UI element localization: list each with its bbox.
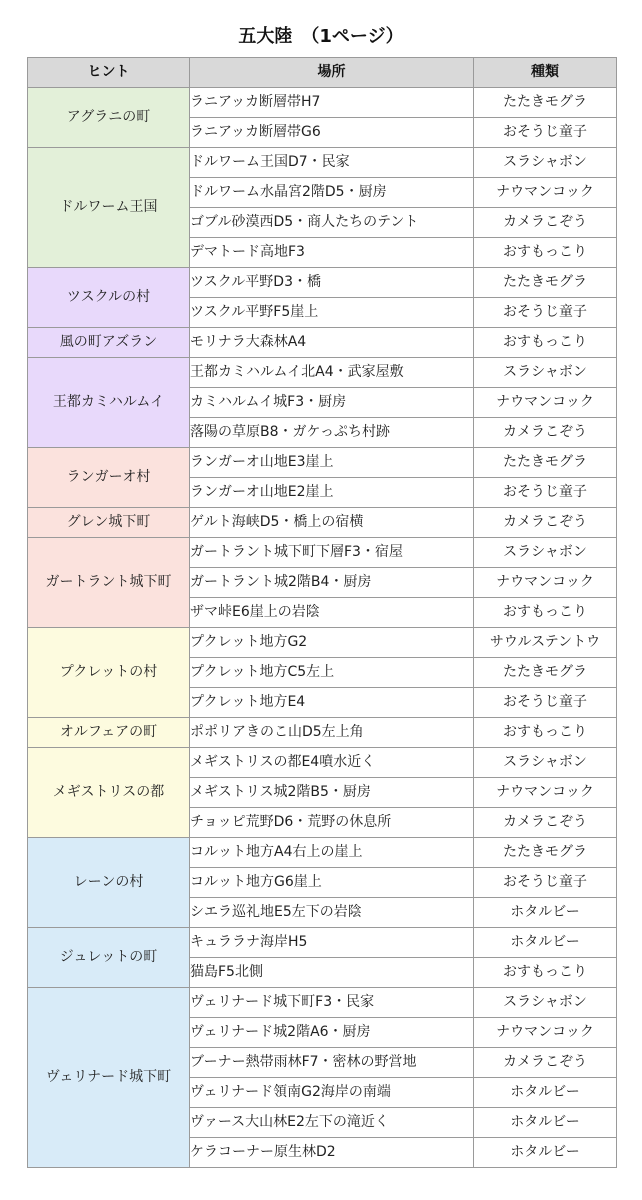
- kind-cell: おそうじ童子: [474, 298, 617, 328]
- kind-cell: おそうじ童子: [474, 118, 617, 148]
- table-row: [28, 448, 617, 478]
- table-row: [28, 988, 617, 1018]
- kind-cell: たたきモグラ: [474, 268, 617, 298]
- kind-cell: ナウマンコック: [474, 568, 617, 598]
- page-title: 五大陸 （1ページ）: [238, 26, 404, 47]
- hint-cell: ランガーオ村: [28, 448, 190, 508]
- kind-cell: カメラこぞう: [474, 208, 617, 238]
- place-cell: キュララナ海岸H5: [190, 928, 474, 958]
- place-cell: ツスクル平野D3・橋: [190, 268, 474, 298]
- table-row: [28, 928, 617, 958]
- place-cell: ポポリアきのこ山D5左上角: [190, 718, 474, 748]
- place-cell: シエラ巡礼地E5左下の岩陰: [190, 898, 474, 928]
- kind-cell: ナウマンコック: [474, 1018, 617, 1048]
- kind-cell: ホタルビー: [474, 928, 617, 958]
- place-cell: ゲルト海峡D5・橋上の宿横: [190, 508, 474, 538]
- location-table: [27, 57, 617, 1168]
- hint-cell: プクレットの村: [28, 628, 190, 718]
- place-cell: ドルワーム水晶宮2階D5・厨房: [190, 178, 474, 208]
- place-cell: 落陽の草原B8・ガケっぷち村跡: [190, 418, 474, 448]
- hint-cell: ヴェリナード城下町: [28, 988, 190, 1168]
- kind-cell: カメラこぞう: [474, 1048, 617, 1078]
- hint-cell: グレン城下町: [28, 508, 190, 538]
- kind-cell: カメラこぞう: [474, 508, 617, 538]
- place-cell: ヴェリナード城2階A6・厨房: [190, 1018, 474, 1048]
- table-body: [28, 88, 617, 1168]
- hint-cell: メギストリスの都: [28, 748, 190, 838]
- kind-cell: ナウマンコック: [474, 178, 617, 208]
- kind-cell: たたきモグラ: [474, 658, 617, 688]
- kind-cell: カメラこぞう: [474, 418, 617, 448]
- header-hint: ヒント: [28, 58, 190, 88]
- place-cell: 猫島F5北側: [190, 958, 474, 988]
- kind-cell: たたきモグラ: [474, 88, 617, 118]
- kind-cell: ホタルビー: [474, 898, 617, 928]
- kind-cell: おそうじ童子: [474, 868, 617, 898]
- place-cell: ザマ峠E6崖上の岩陰: [190, 598, 474, 628]
- place-cell: コルット地方A4右上の崖上: [190, 838, 474, 868]
- kind-cell: スラシャボン: [474, 358, 617, 388]
- hint-cell: オルフェアの町: [28, 718, 190, 748]
- kind-cell: ホタルビー: [474, 1108, 617, 1138]
- hint-cell: 王都カミハルムイ: [28, 358, 190, 448]
- table-row: [28, 748, 617, 778]
- kind-cell: ナウマンコック: [474, 778, 617, 808]
- kind-cell: おすもっこり: [474, 598, 617, 628]
- place-cell: ドルワーム王国D7・民家: [190, 148, 474, 178]
- place-cell: ラニアッカ断層帯H7: [190, 88, 474, 118]
- table-row: [28, 508, 617, 538]
- kind-cell: ナウマンコック: [474, 388, 617, 418]
- place-cell: プクレット地方C5左上: [190, 658, 474, 688]
- place-cell: メギストリスの都E4噴水近く: [190, 748, 474, 778]
- place-cell: モリナラ大森林A4: [190, 328, 474, 358]
- header-place: 場所: [190, 58, 474, 88]
- kind-cell: スラシャボン: [474, 538, 617, 568]
- table-row: [28, 148, 617, 178]
- place-cell: 王都カミハルムイ北A4・武家屋敷: [190, 358, 474, 388]
- kind-cell: おすもっこり: [474, 718, 617, 748]
- place-cell: ガートラント城下町下層F3・宿屋: [190, 538, 474, 568]
- kind-cell: おすもっこり: [474, 328, 617, 358]
- place-cell: コルット地方G6崖上: [190, 868, 474, 898]
- place-cell: ランガーオ山地E3崖上: [190, 448, 474, 478]
- table-row: [28, 538, 617, 568]
- table-row: [28, 88, 617, 118]
- place-cell: プクレット地方E4: [190, 688, 474, 718]
- table-row: [28, 268, 617, 298]
- place-cell: メギストリス城2階B5・厨房: [190, 778, 474, 808]
- kind-cell: カメラこぞう: [474, 808, 617, 838]
- table-row: [28, 718, 617, 748]
- kind-cell: たたきモグラ: [474, 448, 617, 478]
- header-row: [28, 58, 617, 88]
- place-cell: ゴブル砂漠西D5・商人たちのテント: [190, 208, 474, 238]
- hint-cell: ガートラント城下町: [28, 538, 190, 628]
- hint-cell: アグラニの町: [28, 88, 190, 148]
- hint-cell: ジュレットの町: [28, 928, 190, 988]
- place-cell: ヴェリナード城下町F3・民家: [190, 988, 474, 1018]
- kind-cell: おそうじ童子: [474, 478, 617, 508]
- kind-cell: おすもっこり: [474, 238, 617, 268]
- hint-cell: レーンの村: [28, 838, 190, 928]
- place-cell: ブーナー熱帯雨林F7・密林の野営地: [190, 1048, 474, 1078]
- table-row: [28, 838, 617, 868]
- kind-cell: ホタルビー: [474, 1078, 617, 1108]
- kind-cell: おすもっこり: [474, 958, 617, 988]
- hint-cell: ツスクルの村: [28, 268, 190, 328]
- place-cell: ヴァース大山林E2左下の滝近く: [190, 1108, 474, 1138]
- table-row: [28, 628, 617, 658]
- place-cell: デマトード高地F3: [190, 238, 474, 268]
- kind-cell: スラシャボン: [474, 148, 617, 178]
- kind-cell: ホタルビー: [474, 1138, 617, 1168]
- table-row: [28, 328, 617, 358]
- place-cell: カミハルムイ城F3・厨房: [190, 388, 474, 418]
- place-cell: ガートラント城2階B4・厨房: [190, 568, 474, 598]
- place-cell: ラニアッカ断層帯G6: [190, 118, 474, 148]
- place-cell: ランガーオ山地E2崖上: [190, 478, 474, 508]
- kind-cell: たたきモグラ: [474, 838, 617, 868]
- hint-cell: ドルワーム王国: [28, 148, 190, 268]
- place-cell: ケラコーナー原生林D2: [190, 1138, 474, 1168]
- kind-cell: サウルステントウ: [474, 628, 617, 658]
- place-cell: ヴェリナード領南G2海岸の南端: [190, 1078, 474, 1108]
- header-kind: 種類: [474, 58, 617, 88]
- place-cell: ツスクル平野F5崖上: [190, 298, 474, 328]
- place-cell: チョッピ荒野D6・荒野の休息所: [190, 808, 474, 838]
- kind-cell: スラシャボン: [474, 988, 617, 1018]
- hint-cell: 風の町アズラン: [28, 328, 190, 358]
- place-cell: プクレット地方G2: [190, 628, 474, 658]
- kind-cell: おそうじ童子: [474, 688, 617, 718]
- table-row: [28, 358, 617, 388]
- kind-cell: スラシャボン: [474, 748, 617, 778]
